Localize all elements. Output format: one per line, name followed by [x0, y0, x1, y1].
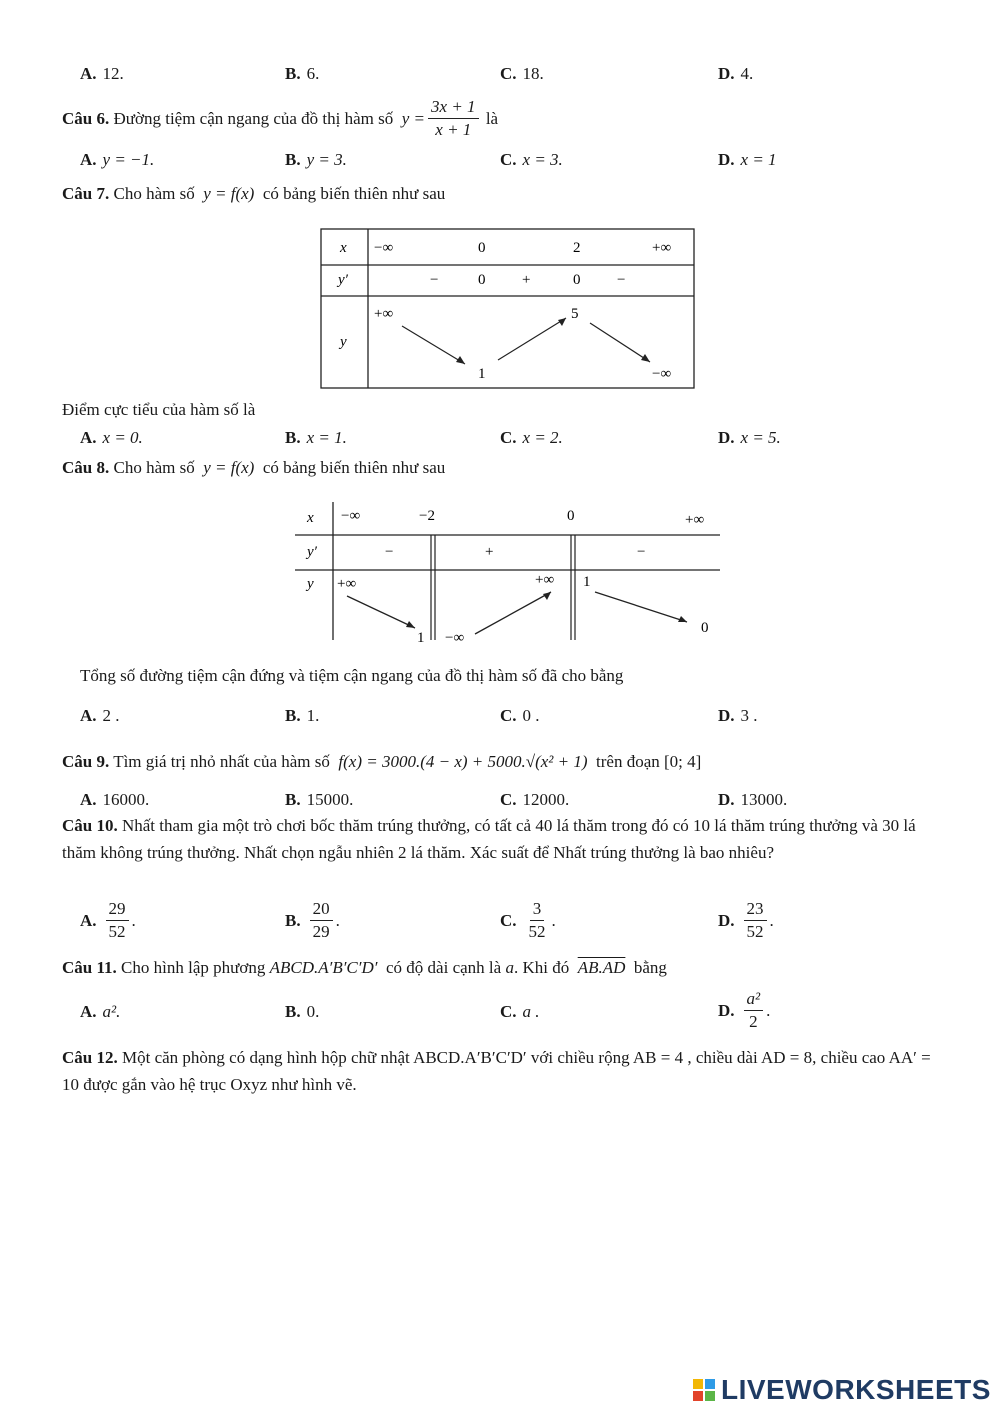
q7-sign: − — [617, 272, 626, 288]
q7-sign: − — [430, 272, 439, 288]
q8-variation-table — [295, 500, 725, 650]
q10-option-d[interactable]: D. $\frac{23}{52}$ . — [718, 899, 774, 941]
q8-option-a[interactable]: A. 2 . — [80, 706, 120, 725]
q7-y-value: 1 — [478, 366, 486, 382]
q7-option-c[interactable]: C. x = 2. — [500, 428, 563, 447]
q12-stem: Câu 12. Một căn phòng có dạng hình hộp chữ nhật ABCD.A′B′C′D′ với chiều rộng AB = 4 , chiều dài AD = 8, chiều cao AA′ = 10 được gắn vào hệ trục Oxyz như hình vẽ. — [62, 1048, 931, 1094]
q8-arrow-down — [347, 596, 415, 628]
q7-x-label: x — [340, 240, 347, 256]
q7-option-d[interactable]: D. x = 5. — [718, 428, 781, 447]
q8-x-label: x — [307, 510, 314, 526]
q9-option-c[interactable]: C. 12000. — [500, 790, 570, 809]
q8-arrow-up — [475, 592, 551, 634]
q6-option-c[interactable]: C. x = 3. — [500, 150, 563, 169]
q5-option-d[interactable]: D. 4. — [718, 64, 754, 83]
q6-option-d[interactable]: D. x = 1 — [718, 150, 777, 169]
q7-question: Điểm cực tiểu của hàm số là — [62, 400, 256, 419]
q8-x-value: +∞ — [685, 512, 705, 528]
q9-option-b[interactable]: B. 15000. — [285, 790, 354, 809]
q10-option-a[interactable]: A. $\frac{29}{52}$ . — [80, 899, 136, 941]
q8-option-d[interactable]: D. 3 . — [718, 706, 758, 725]
q6-option-a[interactable]: A. y = −1. — [80, 150, 155, 169]
q10-option-c[interactable]: C. $\frac{3}{52}$ . — [500, 899, 556, 941]
q8-y-value: 1 — [417, 630, 425, 646]
q9-option-a[interactable]: A. 16000. — [80, 790, 150, 809]
q7-y-value: 5 — [571, 306, 579, 322]
q11-option-d[interactable]: D. $\frac{\text{a²}}{2}$ . — [718, 989, 771, 1031]
q7-option-a[interactable]: A. x = 0. — [80, 428, 143, 447]
liveworksheets-logo: LIVEWORKSHEETS — [693, 1374, 991, 1406]
q6-fraction: $\frac{3x + 1}{x + 1}$ — [428, 96, 479, 141]
q8-yp-label: y′ — [307, 544, 317, 560]
q8-sign: − — [385, 544, 394, 560]
q6-stem: Câu 6. Đường tiệm cận ngang của đồ thị hàm số y = $\frac{3x + 1}{x + 1}$ là — [62, 97, 499, 139]
q6-option-b[interactable]: B. y = 3. — [285, 150, 347, 169]
q7-x-value: +∞ — [652, 240, 672, 256]
q9-option-d[interactable]: D. 13000. — [718, 790, 788, 809]
q7-stem: Câu 7. Cho hàm số y = f(x) có bảng biến thiên như sau — [62, 184, 446, 203]
q5-option-a[interactable]: A. 12. — [80, 64, 124, 83]
q8-y-value: 1 — [583, 574, 591, 590]
q7-sign: 0 — [573, 272, 581, 288]
q10-option-b[interactable]: B. $\frac{20}{29}$ . — [285, 899, 340, 941]
logo-icon — [693, 1379, 715, 1401]
q7-y-value: −∞ — [652, 366, 672, 382]
q8-option-b[interactable]: B. 1. — [285, 706, 320, 725]
q7-variation-table — [320, 228, 696, 390]
q11-option-c[interactable]: C. a . — [500, 1002, 540, 1021]
q7-y-value: +∞ — [374, 306, 394, 322]
q8-y-value: +∞ — [337, 576, 357, 592]
q7-x-value: −∞ — [374, 240, 394, 256]
q7-x-value: 0 — [478, 240, 486, 256]
q8-sign: + — [485, 544, 494, 560]
q7-sign: 0 — [478, 272, 486, 288]
q9-stem: Câu 9. Tìm giá trị nhỏ nhất của hàm số f(x) = 3000.(4 − x) + 5000.√(x² + 1) trên đoạn [0; 4] — [62, 752, 702, 771]
q8-x-value: 0 — [567, 508, 575, 524]
q8-y-label: y — [307, 576, 314, 592]
q7-option-b[interactable]: B. x = 1. — [285, 428, 347, 447]
q7-yp-label: y′ — [338, 272, 348, 288]
q5-option-c[interactable]: C. 18. — [500, 64, 544, 83]
q7-y-label: y — [340, 334, 347, 350]
q10-stem: Câu 10. Nhất tham gia một trò chơi bốc thăm trúng thưởng, có tất cả 40 lá thăm trong đó có 10 lá thăm trúng thưởng và 30 lá thăm không trúng thưởng. Nhất chọn ngẫu nhiên 2 lá thăm. Xác suất để Nhất trúng thưởng là bao nhiêu? — [62, 816, 916, 862]
q8-y-value: −∞ — [445, 630, 465, 646]
q8-arrow-down — [595, 592, 687, 622]
q7-arrow-down — [590, 323, 650, 362]
q7-arrow-up — [498, 318, 566, 360]
q8-option-c[interactable]: C. 0 . — [500, 706, 540, 725]
q11-option-a[interactable]: A. a². — [80, 1002, 121, 1021]
q11-stem: Câu 11. Cho hình lập phương ABCD.A′B′C′D′ có độ dài cạnh là a. Khi đó AB.AD bằng — [62, 958, 667, 977]
q8-y-value: +∞ — [535, 572, 555, 588]
q7-sign: + — [522, 272, 531, 288]
q5-option-b[interactable]: B. 6. — [285, 64, 320, 83]
q8-question: Tổng số đường tiệm cận đứng và tiệm cận ngang của đồ thị hàm số đã cho bằng — [80, 666, 624, 685]
q8-stem: Câu 8. Cho hàm số y = f(x) có bảng biến thiên như sau — [62, 458, 446, 477]
q11-option-b[interactable]: B. 0. — [285, 1002, 320, 1021]
q8-x-value: −∞ — [341, 508, 361, 524]
q8-y-value: 0 — [701, 620, 709, 636]
q8-sign: − — [637, 544, 646, 560]
q7-x-value: 2 — [573, 240, 581, 256]
q8-x-value: −2 — [419, 508, 435, 524]
q7-arrow-down — [402, 326, 465, 364]
